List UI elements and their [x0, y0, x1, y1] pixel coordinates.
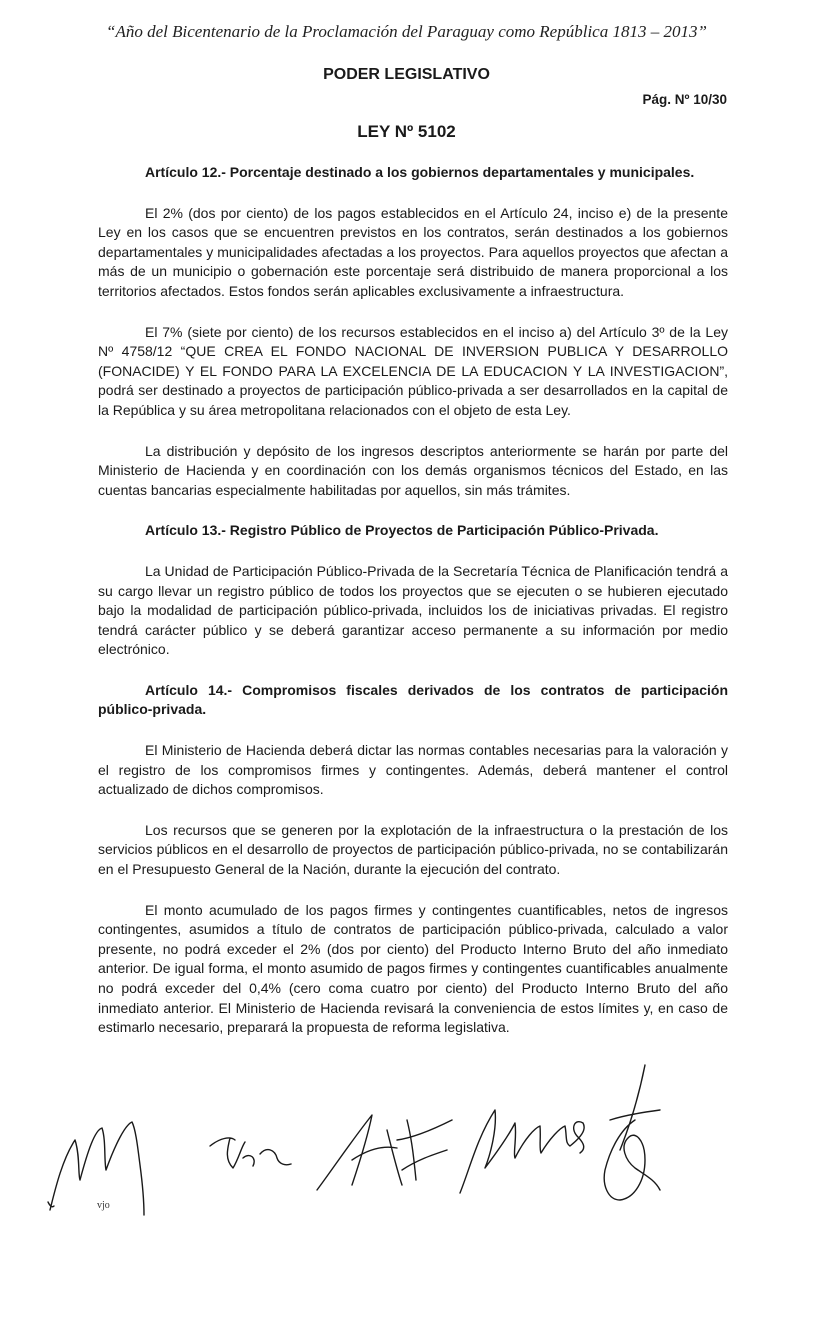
- article-14-heading: Artículo 14.- Compromisos fiscales derivados de los contratos de participación público-privada.: [98, 681, 728, 718]
- article-12-heading: Artículo 12.- Porcentaje destinado a los gobiernos departamentales y municipales.: [145, 164, 695, 180]
- signature-2: [205, 1128, 295, 1178]
- header-motto: “Año del Bicentenario de la Proclamación del Paraguay como República 1813 – 2013”: [106, 22, 707, 41]
- paragraph: El 2% (dos por ciento) de los pagos establecidos en el Artículo 24, inciso e) de la presente Ley en los casos que se encuentren previstos en los contratos, serán destinados a los gobiernos departamentales y municipalidades afectadas a los proyectos. Para aquellos proyectos que afectan a más de un municipio o gobernación este porcentaje será distribuido de manera proporcional a los territorios afectados. Estos fondos serán aplicables exclusivamente a infraestructura.: [98, 204, 728, 299]
- initials: vjo: [97, 1200, 110, 1211]
- signature-3: [312, 1100, 462, 1200]
- page-number: Pág. Nº 10/30: [642, 92, 727, 107]
- paragraph: La distribución y depósito de los ingresos descriptos anteriormente se harán por parte del Ministerio de Hacienda y en coordinación con los demás organismos técnicos del Estado, en las cuentas bancarias especialmente habilitadas por aquellos, sin más trámites.: [98, 442, 728, 498]
- law-title: LEY Nº 5102: [357, 122, 456, 141]
- signature-5: [590, 1060, 670, 1210]
- paragraph: El 7% (siete por ciento) de los recursos establecidos en el inciso a) del Artículo 3º de la Ley Nº 4758/12 “QUE CREA EL FONDO NACIONAL DE INVERSION PUBLICA Y DESARROLLO (FONACIDE) Y EL FONDO PARA LA EXCELENCIA DE LA EDUCACION Y LA INVESTIGACION”, podrá ser destinado a proyectos de participación público-privada a ser desarrollados en la capital de la República y su área metropolitana relacionados con el objeto de esta Ley.: [98, 323, 728, 418]
- article-13-heading: Artículo 13.- Registro Público de Proyectos de Participación Público-Privada.: [145, 522, 659, 539]
- paragraph: La Unidad de Participación Público-Privada de la Secretaría Técnica de Planificación tendrá a su cargo llevar un registro público de todos los proyectos que se ejecuten o se hubieren ejecutado bajo la modalidad de participación público-privada, incluidos los de iniciativas privadas. El registro tendrá carácter público y se deberá garantizar acceso permanente a su información por medio electrónico.: [98, 562, 728, 658]
- signature-4: [455, 1098, 595, 1198]
- document-body: [98, 163, 728, 1059]
- paragraph: El monto acumulado de los pagos firmes y contingentes cuantificables, netos de ingresos contingentes, asumidos a título de contratos de participación público-privada, calculado a valor presente, no podrá exceder el 2% (dos por ciento) del Producto Interno Bruto del año inmediato anterior. De igual forma, el monto asumido de pagos firmes y contingentes cuantificables anualmente no podrá exceder del 0,4% (cero coma cuatro por ciento) del Producto Interno Bruto del año inmediato anterior. El Ministerio de Hacienda revisará la conveniencia de estos límites y, en caso de estimarlo necesario, preparará la propuesta de reforma legislativa.: [98, 901, 728, 1036]
- paragraph: Los recursos que se generen por la explotación de la infraestructura o la prestación de los servicios públicos en el desarrollo de proyectos de participación público-privada, no se contabilizarán en el Presupuesto General de la Nación, durante la ejecución del contrato.: [98, 821, 728, 878]
- paragraph: El Ministerio de Hacienda deberá dictar las normas contables necesarias para la valoración y el registro de los compromisos firmes y contingentes. Además, deberá mantener el control actualizado de dichos compromisos.: [98, 742, 728, 798]
- institution-title: PODER LEGISLATIVO: [323, 66, 490, 83]
